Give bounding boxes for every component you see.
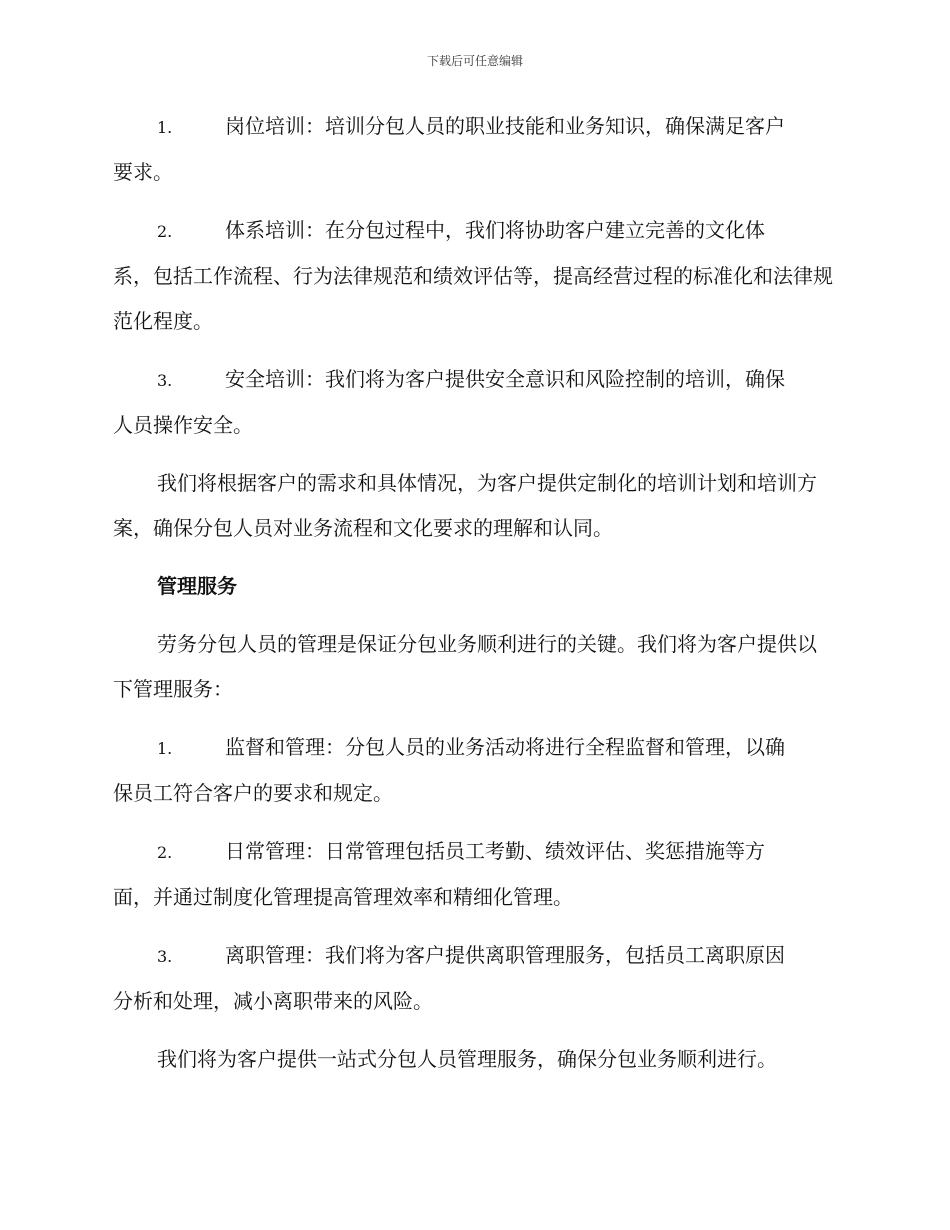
- list-item-text: 岗位培训：培训分包人员的职业技能和业务知识，确保满足客户: [225, 114, 785, 138]
- list-item-continuation: 分析和处理，减小离职带来的风险。: [113, 989, 433, 1013]
- list-item-continuation: 面，并通过制度化管理提高管理效率和精细化管理。: [113, 885, 573, 909]
- list-number: 2.: [157, 222, 173, 241]
- list-item-training-2: [113, 208, 835, 344]
- list-item-training-1: [113, 104, 835, 195]
- list-item-continuation: 人员操作安全。: [113, 413, 253, 437]
- list-item-first-line: [113, 104, 835, 150]
- list-item-continuation: 保员工符合客户的要求和规定。: [113, 781, 393, 805]
- list-item-management-2: [113, 829, 835, 920]
- list-item-training-3: [113, 357, 835, 448]
- list-item-first-line: [113, 829, 835, 875]
- page-header: 下载后可任意编辑: [426, 54, 523, 68]
- list-item-continuation: 系，包括工作流程、行为法律规范和绩效评估等，提高经营过程的标准化和法律规范化程度。: [113, 264, 833, 333]
- list-item-first-line: [113, 357, 835, 403]
- document-body: [113, 104, 835, 1095]
- management-intro-paragraph: 劳务分包人员的管理是保证分包业务顺利进行的关键。我们将为客户提供以下管理服务：: [113, 632, 817, 701]
- list-item-text: 安全培训：我们将为客户提供安全意识和风险控制的培训，确保: [225, 367, 785, 391]
- list-item-first-line: [113, 208, 835, 254]
- training-summary-paragraph: 我们将根据客户的需求和具体情况，为客户提供定制化的培训计划和培训方案，确保分包人员对业务流程和文化要求的理解和认同。: [113, 471, 817, 540]
- list-item-continuation: 要求。: [113, 160, 173, 184]
- list-number: 3.: [157, 947, 173, 966]
- list-number: 3.: [157, 371, 173, 390]
- section-heading-management: 管理服务: [157, 574, 237, 598]
- list-item-text: 体系培训：在分包过程中，我们将协助客户建立完善的文化体: [225, 218, 765, 242]
- list-item-first-line: [113, 933, 835, 979]
- list-number: 1.: [157, 118, 173, 137]
- list-number: 1.: [157, 739, 173, 758]
- list-item-text: 离职管理：我们将为客户提供离职管理服务，包括员工离职原因: [225, 943, 785, 967]
- list-item-management-3: [113, 933, 835, 1024]
- list-item-management-1: [113, 725, 835, 816]
- management-summary-paragraph: 我们将为客户提供一站式分包人员管理服务，确保分包业务顺利进行。: [157, 1047, 777, 1071]
- list-number: 2.: [157, 843, 173, 862]
- list-item-text: 监督和管理：分包人员的业务活动将进行全程监督和管理，以确: [225, 735, 785, 759]
- list-item-first-line: [113, 725, 835, 771]
- list-item-text: 日常管理：日常管理包括员工考勤、绩效评估、奖惩措施等方: [225, 839, 765, 863]
